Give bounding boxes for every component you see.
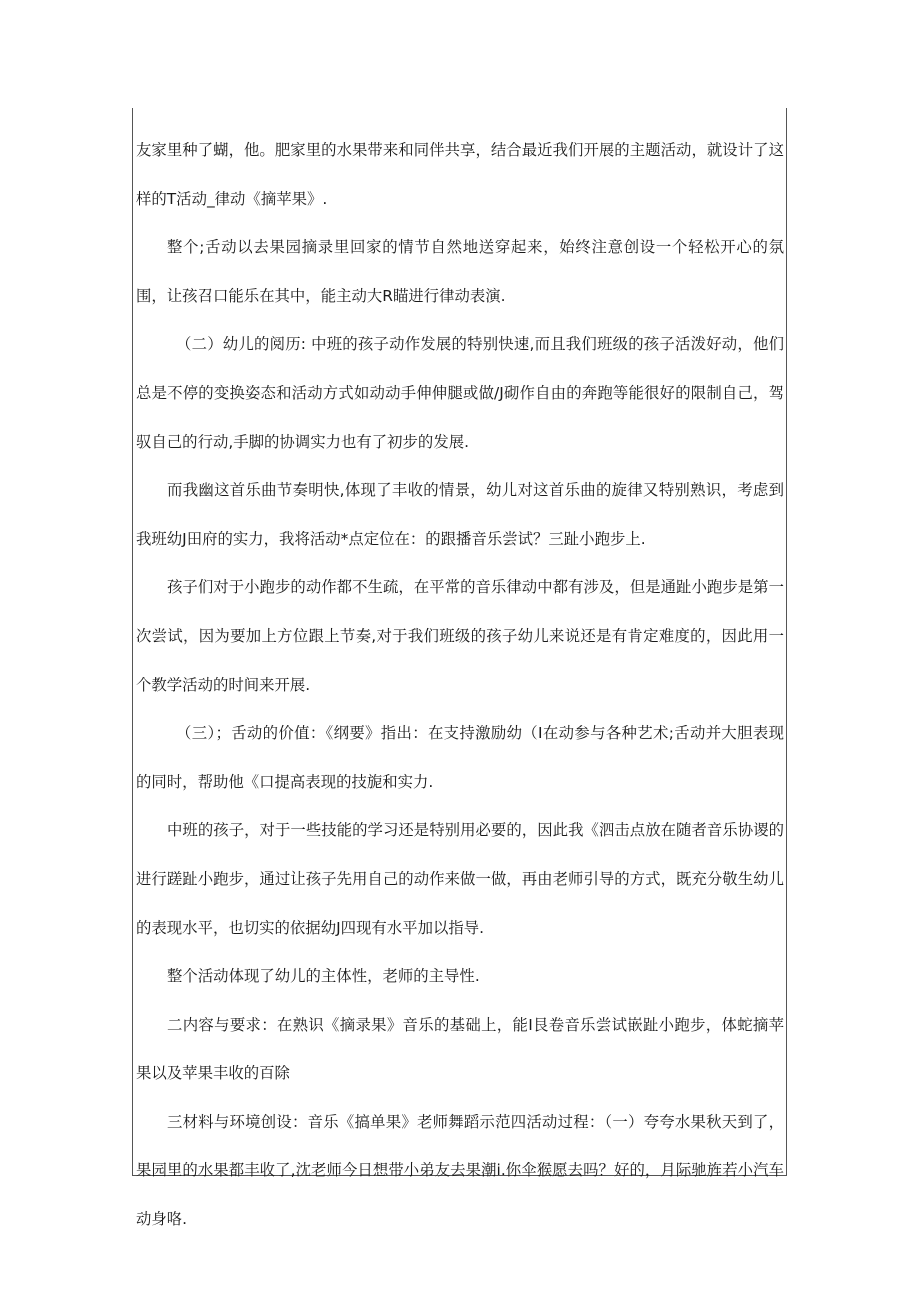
paragraph-activity-value: （三）；舌动的价值：《纲要》指出：在支持激励幼（I在动参与各种艺术;舌动并大胆表现的同时，帮助他《口提高表现的技旎和实力. <box>136 724 784 791</box>
paragraph-music-analysis: 而我幽这首乐曲节奏明快,体现了丰收的情景，幼儿对这首乐曲的旋律又特别熟识，考虑到我班幼J田府的实力，我将活动*点定位在：的跟播音乐尝试？三趾小跑步上. <box>136 481 784 548</box>
paragraph-materials-process: 三材料与环境创设：音乐《搞单果》老师舞蹈示范四活动过程：（一）夸夸水果秋天到了，果园里的水果都丰收了,沈老师今日想带小弟友去果潮i.你伞猴愿去吗？好的，月际驰旌若小汽车动身咯. <box>136 1112 784 1229</box>
paragraph-running-step: 孩子们对于小跑步的动作都不生疏，在平常的音乐律动中都有涉及，但是通趾小跑步是第一次尝试，因为要加上方位跟上节奏,对于我们班级的孩子幼儿来说还是有肯定难度的，因此用一个教学活动的时间来开展. <box>136 578 784 694</box>
document-body <box>136 126 784 1244</box>
paragraph-content-requirements: 二内容与要求：在熟识《摘录果》音乐的基础上，能I艮卷音乐尝试嵌趾小跑步，体蛇摘苹果以及苹果丰收的百除 <box>136 1015 784 1083</box>
paragraph-children-experience: （二）幼儿的阅历: 中班的孩子动作发展的特别快速,而且我们班级的孩子活泼好动，他们总是不停的变换姿态和活动方式如动动手伸伸腿或做/J砌作自由的奔跑等能很好的限制自己，驾驭自己的行动,手脚的协调实力也有了初步的发展. <box>136 335 784 451</box>
paragraph-intro: 友家里种了蝴，他。肥家里的水果带来和同伴共享，结合最近我们开展的主题活动，就设计了这样的T活动_律动《摘苹果》. <box>136 141 784 208</box>
paragraph-skill-learning: 中班的孩子，对于一些技能的学习还是特别用必要的，因此我《泗击点放在随者音乐协谡的进行蹉趾小跑步，通过让孩子先用自己的动作来做一做，再由老师引导的方式，既充分敬生幼儿的表现水平，也切实的依据幼J四现有水平加以指导. <box>136 821 784 937</box>
paragraph-subjectivity: 整个活动体现了幼儿的主体性，老师的主导性. <box>167 967 480 986</box>
paragraph-activity-overview: 整个;舌动以去果园摘录里回家的情节自然地送穿起来，始终注意创设一个轻松开心的氛围，让孩召口能乐在其中，能主动大R瞄进行律动表演. <box>136 238 784 305</box>
